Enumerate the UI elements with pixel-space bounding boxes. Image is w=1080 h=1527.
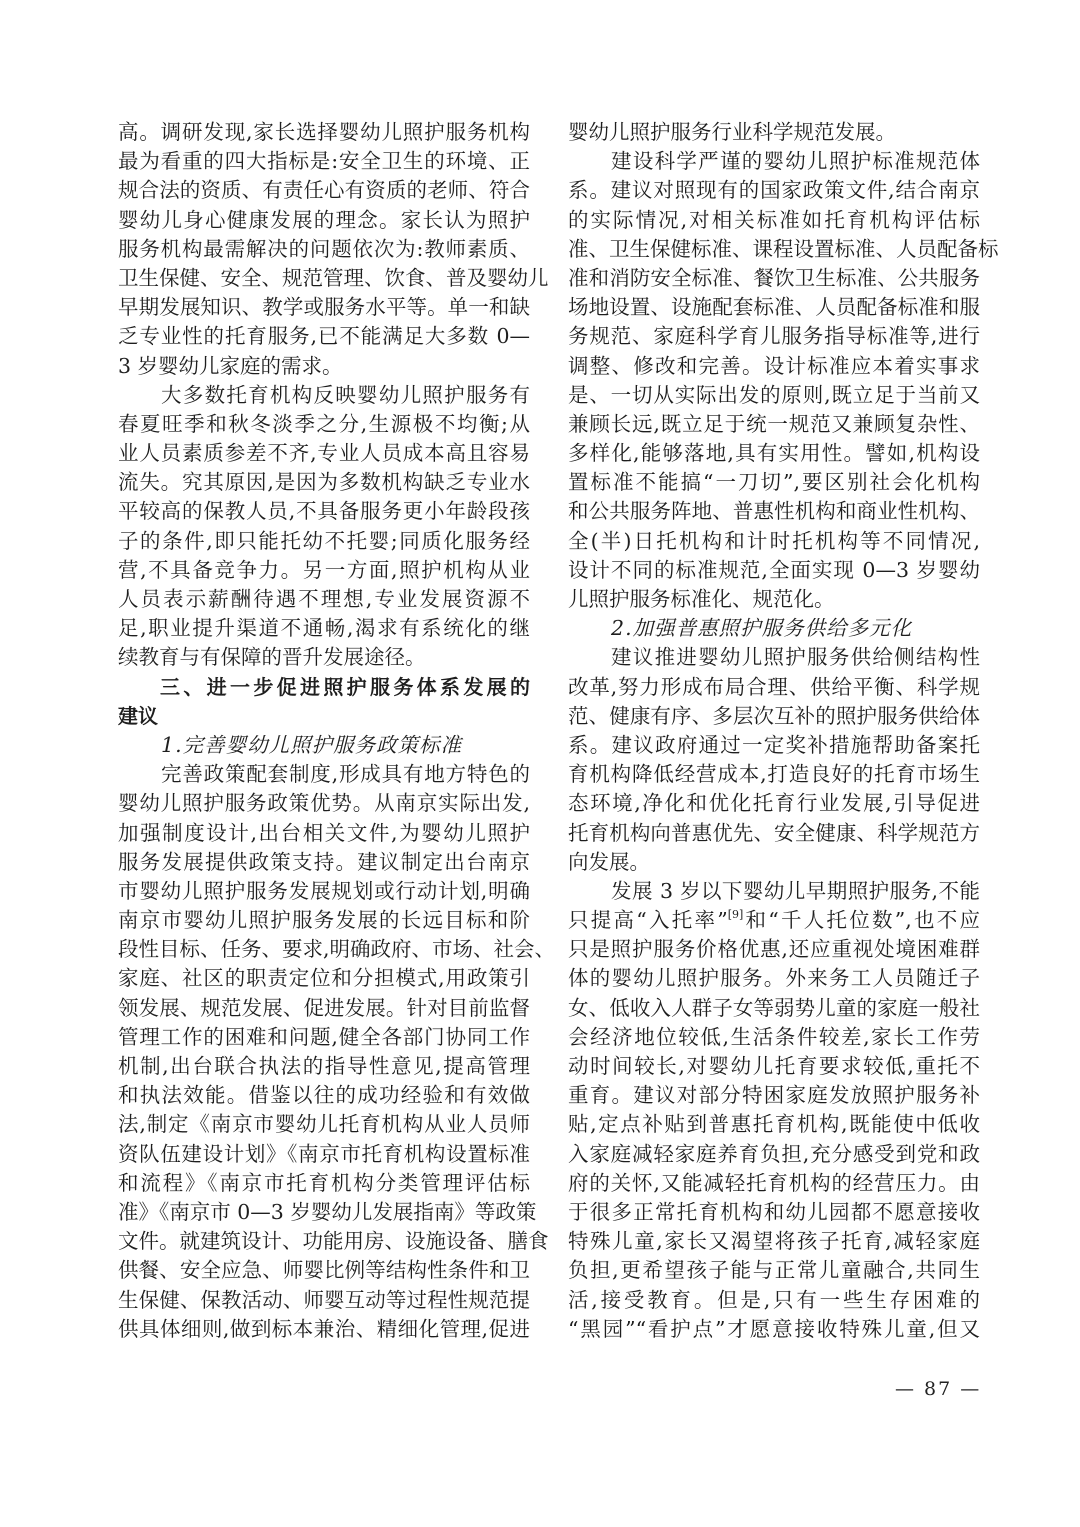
text-segment: 和“千人托位数”,也不应: [743, 908, 980, 933]
text-line: 发展 3 岁以下婴幼儿早期照护服务,不能: [611, 878, 980, 903]
text-line: 活,接受教育。但是,只有一些生存困难的: [568, 1287, 980, 1312]
text-line: 态环境,净化和优化托育行业发展,引导促进: [568, 791, 980, 816]
paragraph: [568, 643, 980, 877]
text-line: 多样化,能够落地,具有实用性。譬如,机构设: [568, 441, 980, 466]
text-line: 和公共服务阵地、普惠性机构和商业性机构、: [568, 499, 980, 524]
text-line: 负担,更希望孩子能与正常儿童融合,共同生: [568, 1258, 980, 1283]
text-line: 南京市婴幼儿照护服务发展的长远目标和阶: [118, 908, 530, 933]
text-line: 准和消防安全标准、餐饮卫生标准、公共服务: [568, 265, 980, 290]
text-line: 设计不同的标准规范,全面实现 0—3 岁婴幼: [568, 557, 980, 582]
paragraph: [118, 381, 530, 673]
text-line: 规合法的资质、有责任心有资质的老师、符合: [118, 178, 530, 203]
text-line: 足,职业提升渠道不通畅,渴求有系统化的继: [118, 616, 530, 641]
text-line: 服务发展提供政策支持。建议制定出台南京: [118, 849, 530, 874]
text-line: 营,不具备竞争力。另一方面,照护机构从业: [118, 557, 530, 582]
text-line: 全(半)日托机构和计时托机构等不同情况,: [568, 528, 980, 553]
text-line: 法,制定《南京市婴幼儿托育机构从业人员师: [118, 1112, 530, 1137]
text-line: 婴幼儿照护服务行业科学规范发展。: [568, 120, 896, 144]
text-line: 段性目标、任务、要求,明确政府、市场、社会、: [118, 937, 556, 962]
text-line: 置标准不能搞“一刀切”,要区别社会化机构: [568, 470, 980, 495]
text-line: 于很多正常托育机构和幼儿园都不愿意接收: [568, 1199, 980, 1224]
text-line: 春夏旺季和秋冬淡季之分,生源极不均衡;从: [118, 411, 530, 436]
text-line: 婴幼儿身心健康发展的理念。家长认为照护: [118, 207, 530, 232]
text-line: 特殊儿童,家长又渴望将孩子托育,减轻家庭: [568, 1229, 980, 1254]
text-line: 乏专业性的托育服务,已不能满足大多数 0—: [118, 324, 530, 349]
text-line: 女、低收入人群子女等弱势儿童的家庭一般社: [568, 995, 980, 1020]
text-line: 重育。建议对部分特困家庭发放照护服务补: [568, 1083, 980, 1108]
text-line: 大多数托育机构反映婴幼儿照护服务有: [161, 382, 530, 407]
text-line: 供餐、安全应急、师婴比例等结构性条件和卫: [118, 1258, 530, 1283]
text-line: 管理工作的困难和问题,健全各部门协同工作: [118, 1024, 530, 1049]
citation-reference: [9]: [727, 908, 744, 922]
text-line: 动时间较长,对婴幼儿托育要求较低,重托不: [568, 1054, 980, 1078]
page-number: — 87 —: [895, 1378, 982, 1400]
text-line: 市婴幼儿照护服务发展规划或行动计划,明确: [118, 878, 530, 903]
text-line: 托育机构向普惠优先、安全健康、科学规范方: [568, 820, 980, 845]
text-line: 会经济地位较低,生活条件较差,家长工作劳: [568, 1024, 980, 1049]
paragraph: [118, 118, 549, 381]
text-line: 2.加强普惠照护服务供给多元化: [611, 616, 913, 641]
text-line: 卫生保健、安全、规范管理、饮食、普及婴幼儿: [118, 265, 549, 290]
subsection-heading: [568, 614, 980, 643]
text-line: 供具体细则,做到标本兼治、精细化管理,促进: [118, 1316, 530, 1341]
text-line: 文件。就建筑设计、功能用房、设施设备、膳食: [118, 1229, 549, 1254]
text-line: 3 岁婴幼儿家庭的需求。: [118, 353, 343, 378]
text-line: 流失。究其原因,是因为多数机构缺乏专业水: [118, 470, 530, 495]
text-line: 高。调研发现,家长选择婴幼儿照护服务机构: [118, 120, 530, 144]
text-line: 务规范、家庭科学育儿服务指导标准等,进行: [568, 324, 980, 349]
text-line: 领发展、规范发展、促进发展。针对目前监督: [118, 995, 530, 1020]
text-line: 和执法效能。借鉴以往的成功经验和有效做: [118, 1083, 530, 1108]
text-line: 和流程》《南京市托育机构分类管理评估标: [118, 1170, 530, 1195]
text-line: 服务机构最需解决的问题依次为:教师素质、: [118, 236, 530, 261]
text-line: 最为看重的四大指标是:安全卫生的环境、正: [118, 149, 530, 174]
text-line: 资队伍建设计划》《南京市托育机构设置标准: [118, 1141, 530, 1166]
text-line: 平较高的保教人员,不具备服务更小年龄段孩: [118, 499, 530, 524]
text-line: 兼顾长远,既立足于统一规范又兼顾复杂性、: [568, 411, 980, 436]
text-line: 机制,出台联合执法的指导性意见,提高管理: [118, 1054, 530, 1078]
text-line: 建议: [118, 703, 158, 728]
text-line: 完善政策配套制度,形成具有地方特色的: [161, 762, 530, 787]
text-line: 改革,努力形成布局合理、供给平衡、科学规: [568, 674, 980, 699]
text-line: 的实际情况,对相关标准如托育机构评估标: [568, 207, 980, 232]
text-line: 场地设置、设施配套标准、人员配备标准和服: [568, 295, 980, 320]
text-line: 儿照护服务标准化、规范化。: [568, 587, 835, 611]
text-line: 系。建议政府通过一定奖补措施帮助备案托: [568, 732, 980, 757]
text-line: 向发展。: [568, 849, 650, 874]
right-column: [568, 118, 999, 1344]
text-line: 只是照护服务价格优惠,还应重视处境困难群: [568, 937, 980, 962]
text-line: 三、进一步促进照护服务体系发展的: [160, 674, 530, 699]
paragraph: [568, 147, 999, 614]
paragraph: [568, 118, 980, 147]
text-line: 调整、修改和完善。设计标准应本着实事求: [568, 353, 980, 378]
text-line: 加强制度设计,出台相关文件,为婴幼儿照护: [118, 820, 530, 845]
text-line: 早期发展知识、教学或服务水平等。单一和缺: [118, 295, 530, 320]
text-line: [568, 906, 980, 935]
subsection-heading: [118, 731, 530, 760]
text-line: 育机构降低经营成本,打造良好的托育市场生: [568, 762, 980, 787]
text-line: 贴,定点补贴到普惠托育机构,既能使中低收: [568, 1112, 980, 1137]
text-line: 生保健、保教活动、师婴互动等过程性规范提: [118, 1287, 530, 1312]
left-column: [118, 118, 556, 1344]
paragraph: [568, 877, 980, 1344]
text-line: 婴幼儿照护服务政策优势。从南京实际出发,: [118, 791, 530, 816]
text-line: 业人员素质参差不齐,专业人员成本高且容易: [118, 441, 530, 466]
text-line: 是、一切从实际出发的原则,既立足于当前又: [568, 382, 980, 407]
text-line: 建设科学严谨的婴幼儿照护标准规范体: [611, 149, 980, 174]
text-line: 体的婴幼儿照护服务。外来务工人员随迁子: [568, 966, 980, 991]
text-line: 建议推进婴幼儿照护服务供给侧结构性: [611, 645, 980, 670]
text-line: 家庭、社区的职责定位和分担模式,用政策引: [118, 966, 530, 991]
text-segment: 只提高“入托率”: [568, 908, 728, 933]
text-line: 府的关怀,又能减轻托育机构的经营压力。由: [568, 1170, 980, 1195]
text-line: 准、卫生保健标准、课程设置标准、人员配备标: [568, 236, 999, 261]
text-line: 范、健康有序、多层次互补的照护服务供给体: [568, 703, 980, 728]
paragraph: [118, 760, 556, 1344]
text-line: 1.完善婴幼儿照护服务政策标准: [161, 732, 463, 757]
text-line: 准》《南京市 0—3 岁婴幼儿发展指南》等政策: [118, 1199, 537, 1224]
text-line: “黑园”“看护点”才愿意接收特殊儿童,但又: [568, 1316, 980, 1341]
text-line: 人员表示薪酬待遇不理想,专业发展资源不: [118, 587, 530, 611]
text-line: 系。建议对照现有的国家政策文件,结合南京: [568, 178, 980, 203]
section-heading: [118, 673, 530, 731]
text-line: 子的条件,即只能托幼不托婴;同质化服务经: [118, 528, 530, 553]
text-line: 入家庭减轻家庭养育负担,充分感受到党和政: [568, 1141, 980, 1166]
text-line: 续教育与有保障的晋升发展途径。: [118, 645, 426, 670]
